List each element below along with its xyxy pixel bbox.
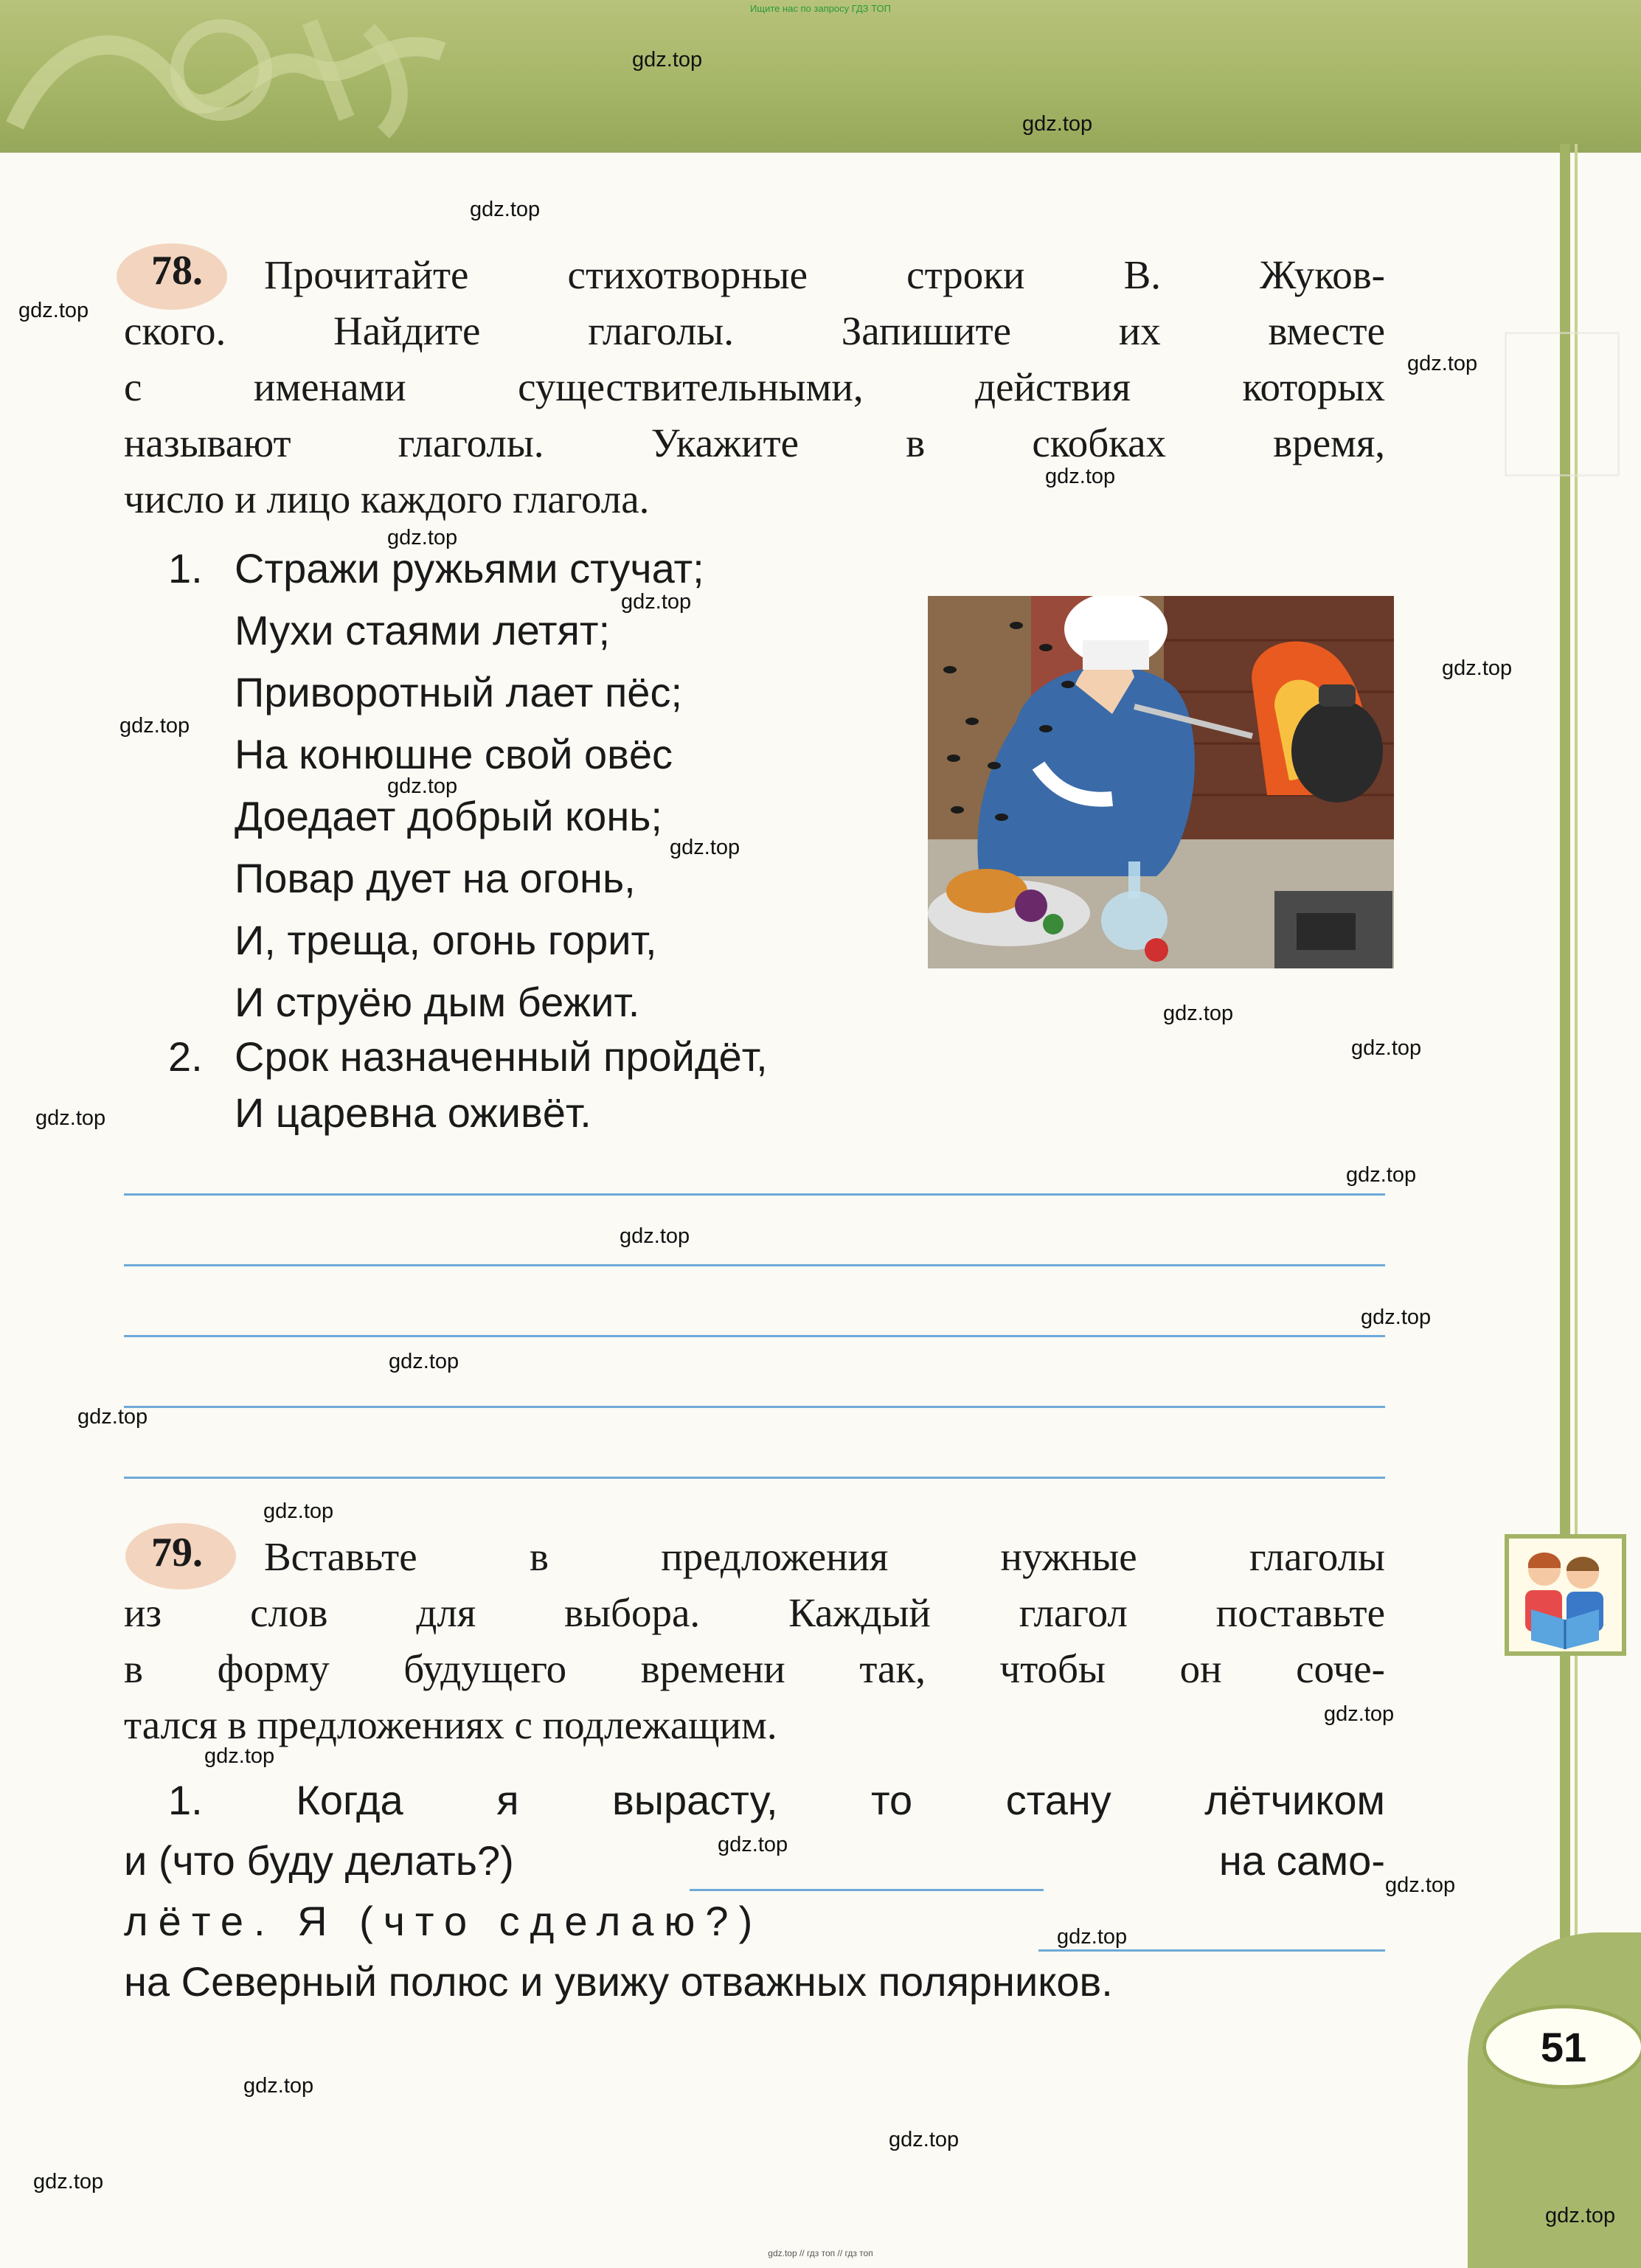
watermark[interactable]: gdz.top — [77, 1405, 148, 1429]
task-line: на Северный полюс и увижу отважных полярников. — [124, 1958, 1113, 2005]
poem-line: Срок назначенный пройдёт, — [235, 1033, 768, 1080]
watermark[interactable]: gdz.top — [470, 198, 541, 221]
instruction-line: Вставьте в предложения нужные глаголы — [264, 1534, 1385, 1579]
poem-line: На конюшне свой овёс — [235, 731, 673, 777]
children-reading-icon — [1509, 1539, 1622, 1651]
poem-line: И царевна оживёт. — [235, 1089, 591, 1136]
poem-line: Стражи ружьями стучат; — [235, 545, 704, 592]
watermark[interactable]: gdz.top — [389, 1350, 459, 1373]
watermark[interactable]: gdz.top — [387, 774, 458, 798]
watermark[interactable]: gdz.top — [670, 836, 740, 859]
reading-kids-icon — [1505, 1534, 1626, 1656]
instruction-line: тался в предложениях с подлежащим. — [124, 1702, 777, 1747]
instruction-line: называют глаголы. Укажите в скобках время, — [124, 420, 1385, 465]
exercise-78-instruction — [124, 247, 1385, 527]
poem-line: Приворотный лает пёс; — [235, 669, 683, 715]
task-text: лёте. Я (что сделаю?) — [124, 1898, 763, 1944]
instruction-line: Прочитайте стихотворные строки В. Жуков- — [264, 252, 1385, 297]
watermark[interactable]: gdz.top — [243, 2074, 314, 2098]
watermark[interactable]: gdz.top — [632, 48, 703, 72]
watermark[interactable]: gdz.top — [1022, 112, 1093, 136]
poem-line: Повар дует на огонь, — [235, 855, 636, 901]
ghost-frame — [1505, 332, 1620, 476]
watermark[interactable]: gdz.top — [1442, 656, 1513, 680]
watermark[interactable]: gdz.top — [718, 1833, 788, 1856]
watermark[interactable]: gdz.top — [1385, 1873, 1456, 1897]
task-line — [124, 1891, 1385, 1952]
watermark[interactable]: gdz.top — [119, 714, 190, 738]
poem-line-number: 1. — [168, 545, 203, 592]
watermark[interactable]: gdz.top — [387, 526, 458, 549]
answer-line[interactable] — [124, 1477, 1385, 1479]
instruction-line: число и лицо каждого глагола. — [124, 476, 650, 521]
watermark[interactable]: gdz.top — [1057, 1925, 1128, 1949]
watermark[interactable]: gdz.top — [204, 1744, 275, 1768]
poem-line: Доедает добрый конь; — [235, 793, 662, 839]
watermark[interactable]: gdz.top — [889, 2128, 960, 2151]
watermark[interactable]: gdz.top — [620, 1224, 690, 1248]
instruction-line: ского. Найдите глаголы. Запишите их вместе — [124, 308, 1385, 353]
watermark[interactable]: gdz.top — [1045, 465, 1116, 488]
answer-line[interactable] — [124, 1264, 1385, 1266]
watermark[interactable]: gdz.top — [35, 1106, 106, 1130]
bottom-banner[interactable]: gdz.top // гдз топ // гдз топ — [768, 2248, 873, 2258]
instruction-line: с именами существительными, действия которых — [124, 364, 1385, 409]
poem-line-number: 2. — [168, 1033, 203, 1080]
poem-line: Мухи стаями летят; — [235, 607, 611, 653]
poem-line: И струёю дым бежит. — [235, 979, 640, 1025]
answer-line[interactable] — [124, 1193, 1385, 1196]
cook-illustration — [928, 596, 1394, 968]
watermark[interactable]: gdz.top — [1545, 2204, 1616, 2227]
answer-line[interactable] — [124, 1335, 1385, 1337]
watermark[interactable]: gdz.top — [18, 299, 89, 322]
task-line: 1. Когда я вырасту, то стану лётчиком — [168, 1777, 1385, 1823]
watermark[interactable]: gdz.top — [263, 1499, 334, 1523]
exercise-79-number: 79. — [151, 1530, 203, 1575]
task-text: на само- — [1218, 1837, 1385, 1884]
header-rule — [0, 144, 1641, 153]
answer-line[interactable] — [124, 1406, 1385, 1408]
instruction-line: в форму будущего времени так, чтобы он соче- — [124, 1646, 1385, 1691]
watermark[interactable]: gdz.top — [33, 2170, 104, 2194]
watermark[interactable]: gdz.top — [1407, 352, 1478, 375]
watermark[interactable]: gdz.top — [621, 590, 692, 614]
instruction-line: из слов для выбора. Каждый глагол поставьте — [124, 1590, 1385, 1635]
poem-line: И, треща, огонь горит, — [235, 917, 657, 963]
exercise-79-instruction — [124, 1529, 1385, 1753]
watermark[interactable]: gdz.top — [1324, 1702, 1395, 1726]
exercise-79-task — [124, 1770, 1385, 2012]
task-text: и (что буду делать?) — [124, 1837, 514, 1884]
header-ornament — [0, 0, 516, 144]
watermark[interactable]: gdz.top — [1351, 1036, 1422, 1060]
page-number: 51 — [1540, 2023, 1587, 2070]
watermark[interactable]: gdz.top — [1163, 1002, 1234, 1025]
watermark[interactable]: gdz.top — [1361, 1305, 1432, 1329]
page-number-oval — [1482, 2005, 1641, 2089]
exercise-78-number: 78. — [151, 248, 203, 294]
watermark[interactable]: gdz.top — [1346, 1163, 1417, 1187]
top-banner[interactable]: Ищите нас по запросу ГДЗ ТОП — [750, 3, 891, 14]
header-band — [0, 0, 1641, 144]
